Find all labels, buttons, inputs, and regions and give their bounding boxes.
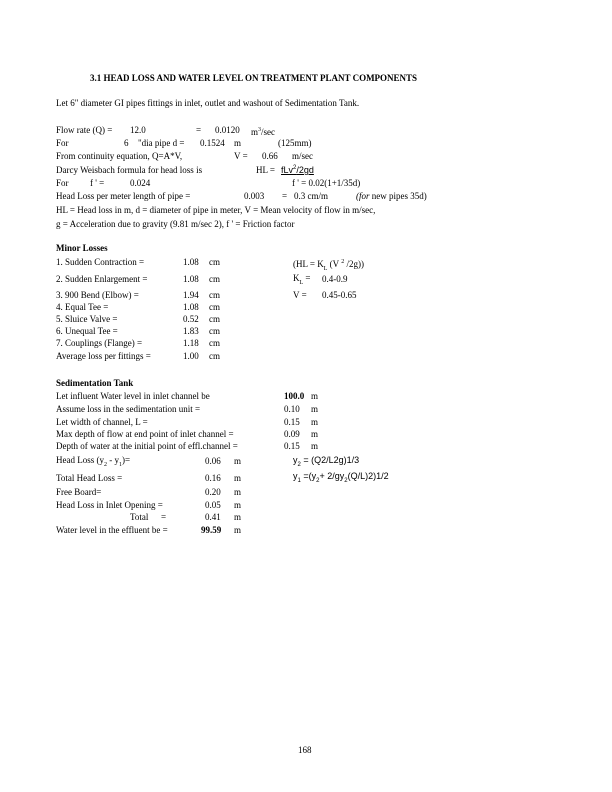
sed-row-label: Max depth of flow at end point of inlet channel = [56, 429, 234, 439]
minor-item-label: 4. Equal Tee = [56, 302, 109, 312]
minor-item-unit: cm [209, 338, 220, 348]
pipe-dia-label: "dia pipe d = [138, 138, 185, 148]
grand-total-unit: m [234, 512, 242, 522]
for-f-label: For [56, 178, 69, 188]
sed-row-unit: m [311, 391, 319, 401]
sed-row-value: 0.10 [284, 404, 300, 414]
total-headloss-unit: m [234, 473, 242, 483]
velocity-value: 0.66 [262, 151, 278, 161]
sed-row-unit: m [311, 404, 319, 414]
minor-item-label: Average loss per fittings = [56, 351, 151, 361]
inlet-opening-label: Head Loss in Inlet Opening = [56, 500, 163, 510]
water-level-label: Water level in the effluent be = [56, 525, 168, 535]
darcy-formula: fLv$^2$/2gd [281, 165, 314, 175]
grand-total-equals: = [161, 512, 167, 522]
minor-item-value: 1.83 [183, 326, 199, 336]
minor-item-unit: cm [209, 351, 220, 361]
pipe-size: 6 [124, 138, 129, 148]
sed-row-unit: m [311, 429, 319, 439]
darcy-label: Darcy Weisbach formula for head loss is [56, 165, 203, 175]
minor-item-label: 3. 900 Bend (Elbow) = [56, 290, 139, 300]
definition-line-1: HL = Head loss in m, d = diameter of pipe in meter, V = Mean velocity of flow in m/sec, [56, 205, 376, 215]
friction-formula: f ' = 0.02(1+1/35d) [292, 178, 361, 188]
flow-unit: $m^3/\sec$ [251, 127, 276, 137]
water-level-unit: m [234, 525, 242, 535]
minor-item-unit: cm [209, 326, 220, 336]
sed-row-label: Let width of channel, L = [56, 417, 148, 427]
v-range-value: 0.45-0.65 [322, 290, 357, 300]
flow-label: Flow rate (Q) = [56, 125, 113, 135]
minor-item-value: 1.08 [183, 257, 199, 267]
sed-row-label: Assume loss in the sedimentation unit = [56, 404, 201, 414]
page-heading: 3.1 HEAD LOSS AND WATER LEVEL ON TREATMENT PLANT COMPONENTS [90, 73, 418, 83]
flow-equals: = [196, 125, 202, 135]
hl-y-unit: m [234, 456, 242, 466]
headloss-note: (for new pipes 35d) [356, 191, 427, 201]
velocity-unit: m/sec [292, 151, 313, 161]
pipe-dia-value: 0.1524 [200, 138, 225, 148]
total-headloss-value: 0.16 [205, 473, 221, 483]
free-board-label: Free Board= [56, 487, 102, 497]
free-board-unit: m [234, 487, 242, 497]
minor-item-label: 1. Sudden Contraction = [56, 257, 145, 267]
velocity-label: V = [234, 151, 248, 161]
minor-losses-title: Minor Losses [56, 243, 108, 253]
free-board-value: 0.20 [205, 487, 221, 497]
headloss-value: 0.003 [244, 191, 265, 201]
grand-total-label: Total [130, 512, 149, 522]
hl-label: HL = [256, 165, 275, 175]
intro-text: Let 6" diameter GI pipes fittings in inlet, outlet and washout of Sedimentation Tank. [56, 98, 360, 108]
minor-item-unit: cm [209, 257, 220, 267]
definition-line-2: g = Acceleration due to gravity (9.81 m/sec 2), f ' = Friction factor [56, 219, 295, 229]
minor-item-unit: cm [209, 314, 220, 324]
flow-value: 12.0 [130, 125, 146, 135]
headloss-cm: 0.3 cm/m [294, 191, 328, 201]
water-level-value: 99.59 [201, 525, 222, 535]
minor-item-label: 2. Sudden Enlargement = [56, 274, 148, 284]
headloss-label: Head Loss per meter length of pipe = [56, 191, 191, 201]
y2-formula: $y_2 = (Q2/L2g)1/3$ [293, 455, 360, 468]
minor-item-label: 5. Sluice Valve = [56, 314, 118, 324]
minor-item-value: 1.08 [183, 274, 199, 284]
flow-m3-value: 0.0120 [215, 125, 240, 135]
inlet-opening-unit: m [234, 500, 242, 510]
minor-loss-formula: ($HL = K_L$ (V $^2$ /2g)) [293, 259, 365, 272]
continuity-label: From continuity equation, Q=A*V, [56, 151, 183, 161]
pipe-dia-unit: m [234, 138, 242, 148]
sed-row-label: Depth of water at the initial point of effl.channel = [56, 441, 238, 451]
minor-item-unit: cm [209, 302, 220, 312]
friction-label: f ' = [90, 178, 105, 188]
minor-item-value: 1.94 [183, 290, 199, 300]
y1-formula: $y_1 =(y_2+ 2/gy_2(Q/L)2)1/2$ [293, 471, 389, 484]
sed-row-value: 0.15 [284, 417, 300, 427]
total-headloss-label: Total Head Loss = [56, 473, 123, 483]
page-number: 168 [298, 745, 312, 755]
v-range-label: V = [293, 290, 307, 300]
minor-item-label: 6. Unequal Tee = [56, 326, 118, 336]
sed-row-unit: m [311, 441, 319, 451]
minor-item-unit: cm [209, 290, 220, 300]
grand-total-value: 0.41 [205, 512, 221, 522]
headloss-equals: = [282, 191, 288, 201]
kl-label: $K_L$ = [293, 273, 311, 286]
inlet-opening-value: 0.05 [205, 500, 221, 510]
minor-item-unit: cm [209, 274, 220, 284]
sed-row-label: Let influent Water level in inlet channel be [56, 391, 210, 401]
sed-row-value: 0.09 [284, 429, 300, 439]
sed-row-unit: m [311, 417, 319, 427]
sed-row-value: 0.15 [284, 441, 300, 451]
hl-y-value: 0.06 [205, 456, 221, 466]
minor-item-value: 1.00 [183, 351, 199, 361]
kl-value: 0.4-0.9 [322, 274, 348, 284]
friction-value: 0.024 [130, 178, 151, 188]
hl-y-label: Head Loss $(y_2 - y_1)=$ [56, 455, 131, 468]
minor-item-value: 0.52 [183, 314, 199, 324]
pipe-dia-mm: (125mm) [278, 138, 312, 148]
minor-item-value: 1.08 [183, 302, 199, 312]
for-label: For [56, 138, 69, 148]
minor-item-value: 1.18 [183, 338, 199, 348]
sedimentation-title: Sedimentation Tank [56, 378, 134, 388]
sed-row-value: 100.0 [284, 391, 305, 401]
minor-item-label: 7. Couplings (Flange) = [56, 338, 143, 348]
